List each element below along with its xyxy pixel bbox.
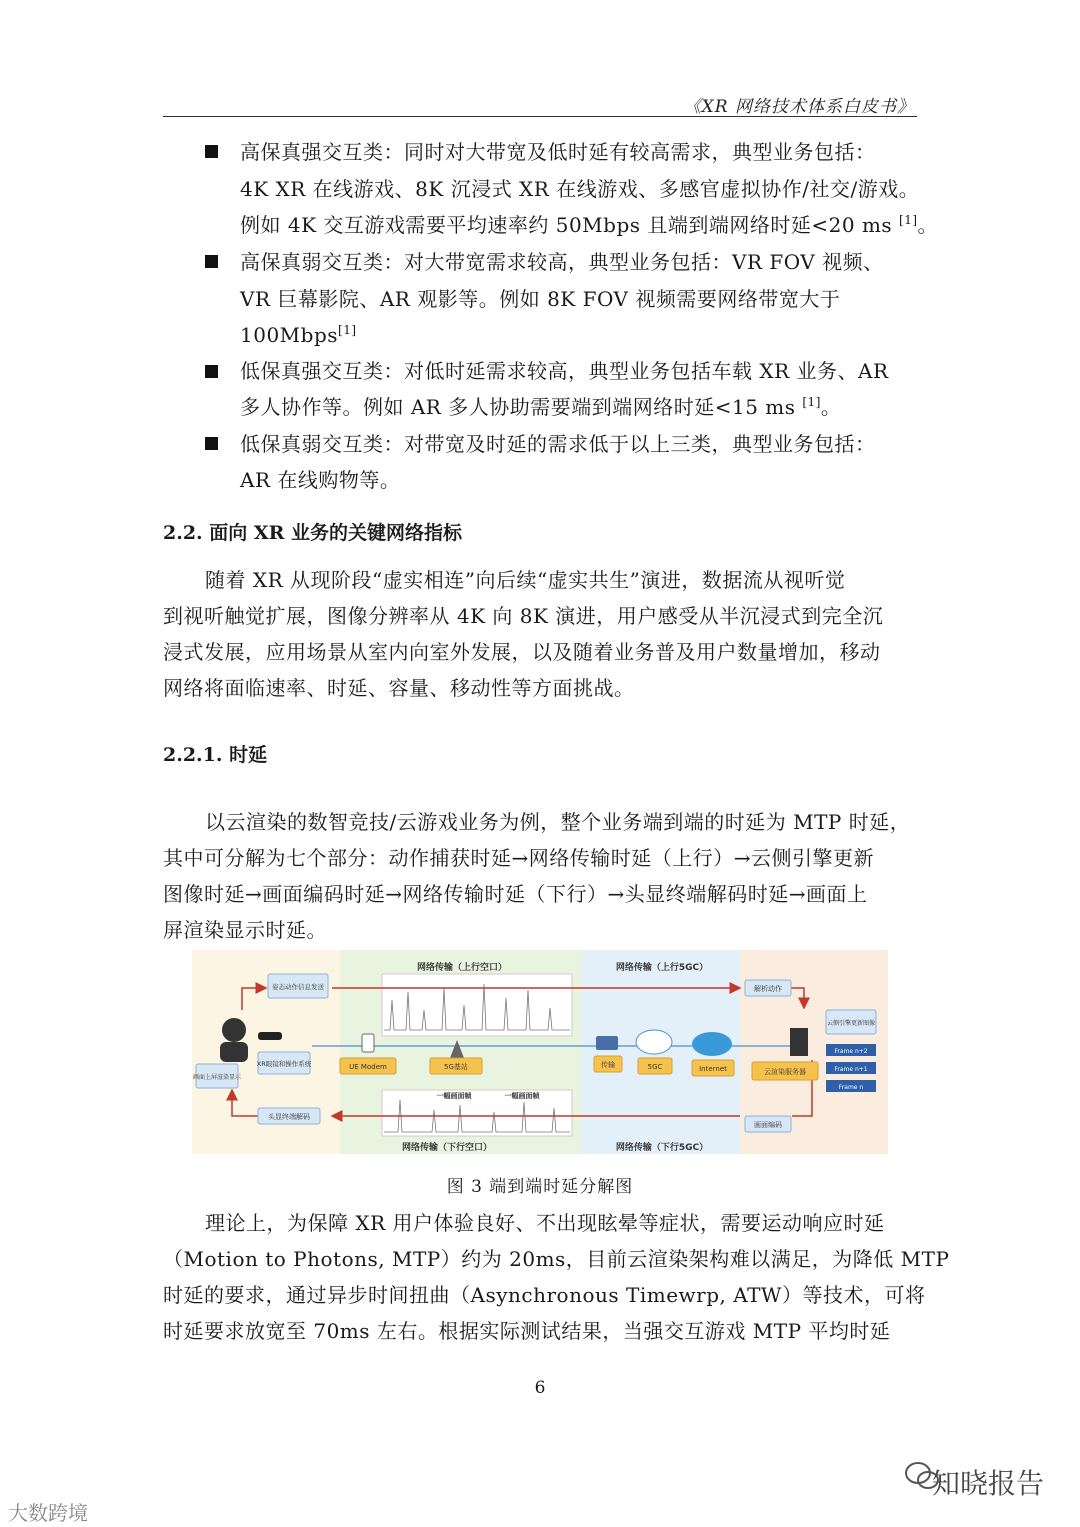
watermark-left: 大数跨境: [8, 1501, 88, 1525]
watermark-right: 知晓报告: [931, 1467, 1044, 1500]
bullet-3-line-1: 低保真强交互类：对低时延需求较高，典型业务包括车载 XR 业务、AR: [240, 359, 889, 383]
header-rule: [163, 116, 917, 117]
paragraph-line: 到视听触觉扩展，图像分辨率从 4K 向 8K 演进，用户感受从半沉浸式到完全沉: [163, 604, 884, 628]
bullet-4-line-1: 低保真弱交互类：对带宽及时延的需求低于以上三类，典型业务包括：: [240, 432, 876, 456]
paragraph-line: 浸式发展，应用场景从室内向室外发展，以及随着业务普及用户数量增加，移动: [163, 640, 881, 664]
xr-glasses-icon: [258, 1032, 282, 1040]
bullet-4-line-2: AR 在线购物等。: [240, 468, 401, 492]
bullet-2-line-1: 高保真弱交互类：对大带宽需求较高，典型业务包括：VR FOV 视频、: [240, 250, 884, 274]
section-heading-2-2: 2.2. 面向 XR 业务的关键网络指标: [163, 522, 463, 544]
paragraph-line: 网络将面临速率、时延、容量、移动性等方面挑战。: [163, 676, 635, 700]
citation: [1]: [802, 395, 821, 409]
5gc-cloud-icon: [636, 1030, 672, 1054]
5gc-label: 5GC: [647, 1063, 663, 1071]
latency-breakdown-diagram: [192, 950, 888, 1154]
paragraph-line: 时延的要求，通过异步时间扭曲（Asynchronous Timewrp, ATW）等技术，可将: [163, 1283, 926, 1307]
header-title: 《XR 网络技术体系白皮书》: [683, 97, 915, 117]
ue-modem-label: UE Modem: [349, 1063, 387, 1071]
pose-send-label: 姿态动作信息发送: [272, 983, 324, 991]
base-station-label: 5G基站: [444, 1063, 468, 1071]
bullet-1-line-3: 例如 4K 交互游戏需要平均速率约 50Mbps 且端到端网络时延<20 ms [1]。: [240, 213, 939, 237]
user-body-icon: [220, 1042, 248, 1062]
uplink-waveform-panel: [382, 974, 572, 1036]
paragraph-line: 时延要求放宽至 70ms 左右。根据实际测试结果，当强交互游戏 MTP 平均时延: [163, 1319, 891, 1343]
parse-label: 解析动作: [754, 985, 782, 993]
figure-caption: 图 3 端到端时延分解图: [446, 1177, 634, 1197]
frame-n-label: Frame n: [838, 1084, 864, 1091]
page-number: 6: [534, 1378, 546, 1398]
frame-label: 一幅画面帧: [436, 1092, 472, 1100]
citation: [1]: [338, 323, 357, 337]
xr-glasses-label: XR眼镜和操作系统: [256, 1060, 312, 1068]
user-head-icon: [222, 1018, 246, 1042]
paragraph-line: （Motion to Photons, MTP）约为 20ms，目前云渲染架构难以满足，为降低 MTP: [163, 1247, 950, 1271]
paragraph-line: 理论上，为保障 XR 用户体验良好、不出现眩晕等症状，需要运动响应时延: [205, 1211, 885, 1235]
bullet-1-line-2: 4K XR 在线游戏、8K 沉浸式 XR 在线游戏、多感官虚拟协作/社交/游戏。: [240, 177, 920, 201]
frame-n2-label: Frame n+2: [834, 1048, 868, 1055]
encode-label: 画面编码: [754, 1121, 782, 1129]
bullet-3-line-2: 多人协作等。例如 AR 多人协助需要端到端网络时延<15 ms [1]。: [240, 395, 842, 419]
paragraph-line: 以云渲染的数智竞技/云游戏业务为例，整个业务端到端的时延为 MTP 时延，: [205, 810, 911, 834]
paragraph-line: 其中可分解为七个部分：动作捕获时延→网络传输时延（上行）→云侧引擎更新: [163, 846, 875, 870]
section-heading-2-2-1: 2.2.1. 时延: [163, 744, 268, 766]
paragraph-line: 随着 XR 从现阶段“虚实相连”向后续“虚实共生”演进，数据流从视听觉: [205, 568, 846, 592]
internet-cloud-icon: [692, 1032, 732, 1056]
server-icon: [790, 1028, 808, 1056]
bullet-marker: [205, 255, 218, 268]
bullet-marker: [205, 437, 218, 450]
downlink-waveform-panel: [382, 1090, 572, 1136]
paragraph-line: 屏渲染显示时延。: [163, 918, 327, 942]
render-display-label: 画面上屏渲染显示: [192, 1074, 242, 1081]
cloud-server-label: 云渲染服务器: [764, 1068, 806, 1076]
bullet-2-line-2: VR 巨幕影院、AR 观影等。例如 8K FOV 视频需要网络带宽大于: [240, 287, 841, 311]
engine-update-label: 云侧引擎更新图像: [826, 1020, 876, 1027]
frame-label: 一幅画面帧: [504, 1092, 540, 1100]
internet-label: Internet: [699, 1065, 727, 1073]
uplink-5gc-label: 网络传输（上行5GC）: [615, 963, 709, 973]
downlink-5gc-label: 网络传输（下行5GC）: [615, 1143, 709, 1153]
transport-icon: [596, 1036, 618, 1050]
phone-icon: [362, 1034, 374, 1052]
bullet-marker: [205, 145, 218, 158]
frame-n1-label: Frame n+1: [834, 1066, 868, 1073]
bullet-marker: [205, 365, 218, 378]
bullet-1-line-1: 高保真强交互类：同时对大带宽及低时延有较高需求，典型业务包括：: [240, 140, 876, 164]
uplink-air-label: 网络传输（上行空口）: [416, 963, 508, 973]
bullet-2-line-3: 100Mbps[1]: [240, 323, 357, 347]
transport-label: 传输: [601, 1061, 615, 1069]
hmd-decode-label: 头显终端解码: [268, 1113, 310, 1121]
citation: [1]: [899, 213, 918, 227]
paragraph-line: 图像时延→画面编码时延→网络传输时延（下行）→头显终端解码时延→画面上: [163, 882, 868, 906]
downlink-air-label: 网络传输（下行空口）: [401, 1143, 493, 1153]
